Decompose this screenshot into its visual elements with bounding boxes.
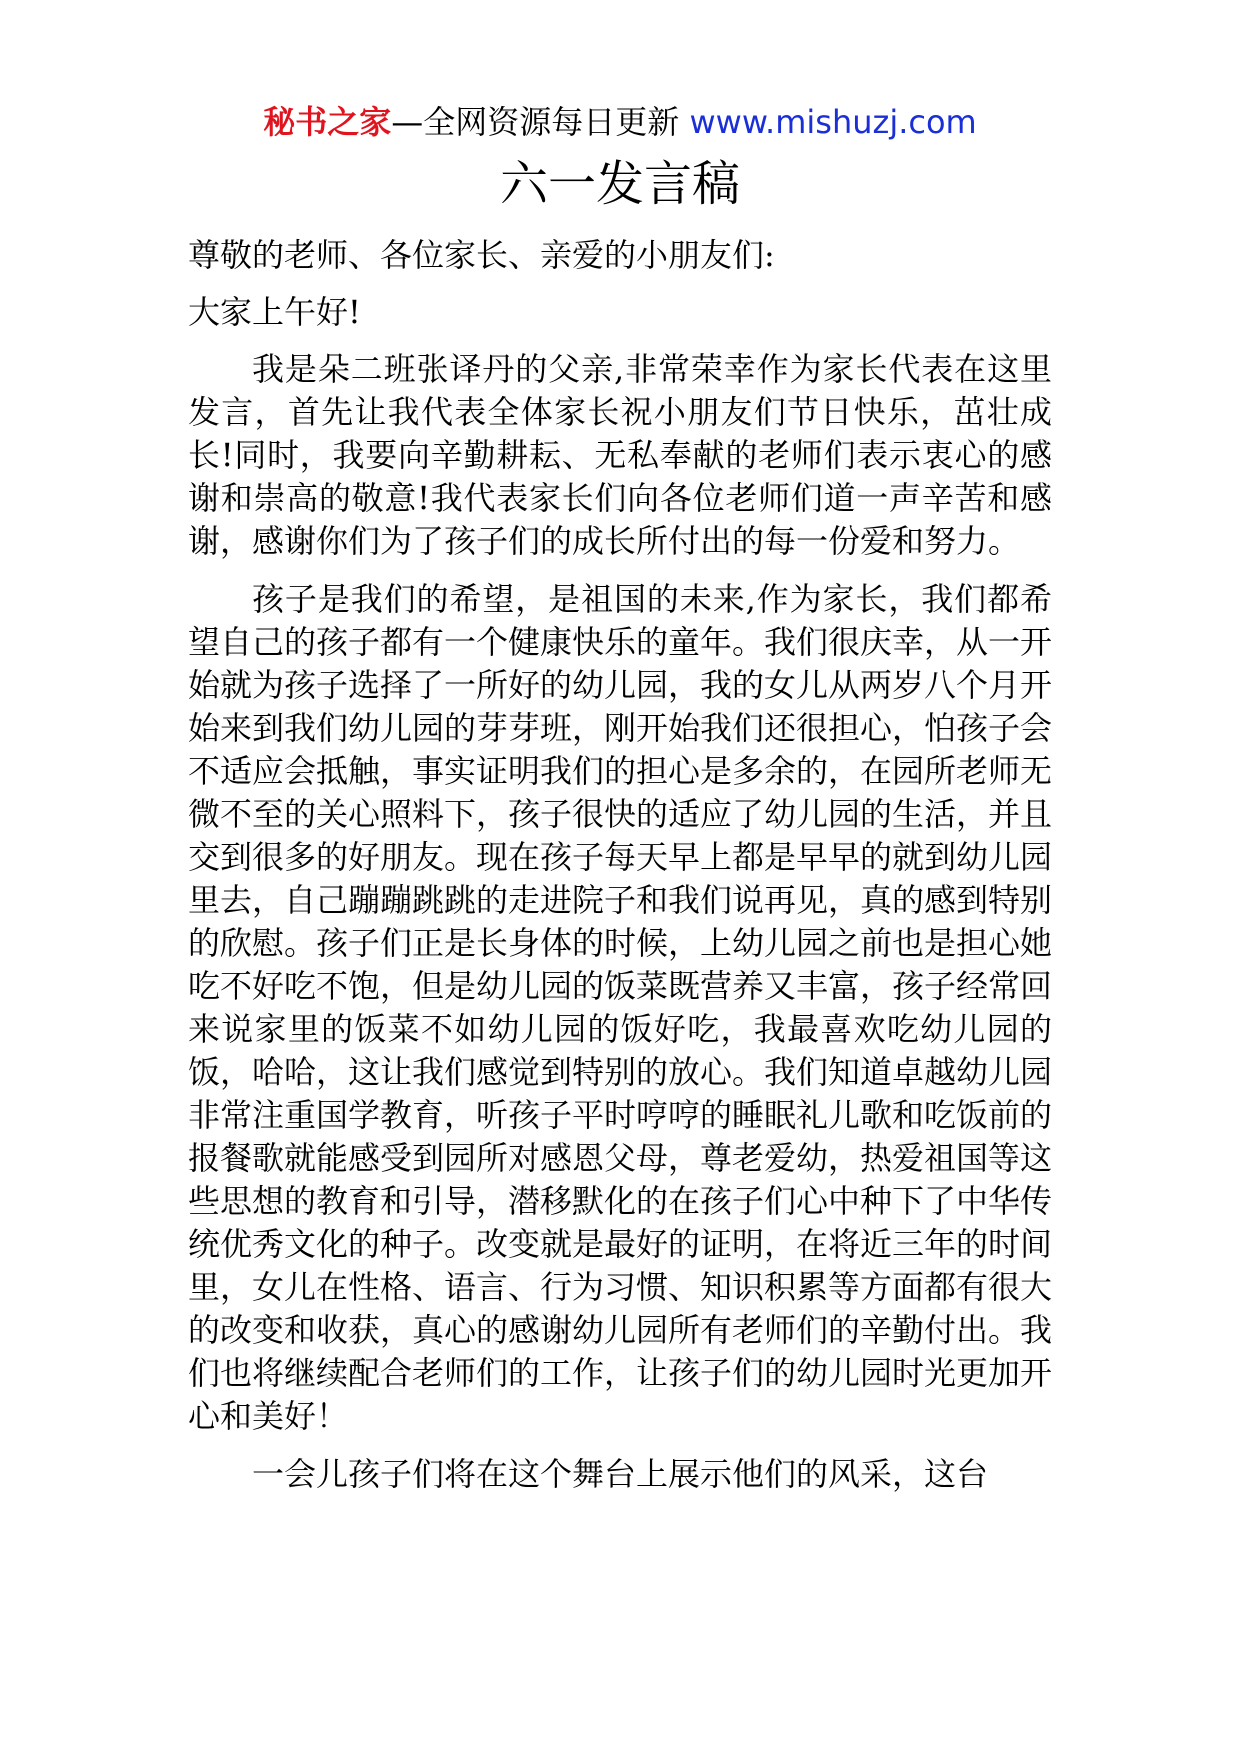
body-paragraph: 孩子是我们的希望，是祖国的未来,作为家长，我们都希望自己的孩子都有一个健康快乐的童年。我们很庆幸，从一开始就为孩子选择了一所好的幼儿园，我的女儿从两岁八个月开始来到我们幼儿园的芽芽班，刚开始我们还很担心，怕孩子会不适应会抵触，事实证明我们的担心是多余的，在园所老师无微不至的关心照料下，孩子很快的适应了幼儿园的生活，并且交到很多的好朋友。现在孩子每天早上都是早早的就到幼儿园里去，自己蹦蹦跳跳的走进院子和我们说再见，真的感到特别的欣慰。孩子们正是长身体的时候，上幼儿园之前也是担心她吃不好吃不饱，但是幼儿园的饭菜既营养又丰富，孩子经常回来说家里的饭菜不如幼儿园的饭好吃，我最喜欢吃幼儿园的饭，哈哈，这让我们感觉到特别的放心。我们知道卓越幼儿园非常注重国学教育，听孩子平时哼哼的睡眠礼儿歌和吃饭前的报餐歌就能感受到园所对感恩父母，尊老爱幼，热爱祖国等这些思想的教育和引导，潜移默化的在孩子们心中种下了中华传统优秀文化的种子。改变就是最好的证明，在将近三年的时间里，女儿在性格、语言、行为习惯、知识积累等方面都有很大的改变和收获，真心的感谢幼儿园所有老师们的辛勤付出。我们也将继续配合老师们的工作，让孩子们的幼儿园时光更加开心和美好！ [188, 580, 1053, 1435]
site-url-link[interactable]: www.mishuzj.com [689, 103, 977, 141]
site-header [0, 100, 1240, 144]
body-paragraph: 我是朵二班张译丹的父亲,非常荣幸作为家长代表在这里发言，首先让我代表全体家长祝小朋友们节日快乐，茁壮成长!同时，我要向辛勤耕耘、无私奉献的老师们表示衷心的感谢和崇高的敬意!我代表家长们向各位老师们道一声辛苦和感谢，感谢你们为了孩子们的成长所付出的每一份爱和努力。 [188, 350, 1052, 560]
salutation: 尊敬的老师、各位家长、亲爱的小朋友们: [188, 236, 775, 274]
greeting: 大家上午好! [188, 293, 361, 331]
header-slogan: —全网资源每日更新 [391, 103, 680, 141]
document-title: 六一发言稿 [499, 156, 740, 212]
document-body [188, 234, 1052, 1511]
brand-name: 秘书之家 [263, 103, 392, 141]
body-paragraph: 一会儿孩子们将在这个舞台上展示他们的风采，这台 [252, 1455, 989, 1493]
